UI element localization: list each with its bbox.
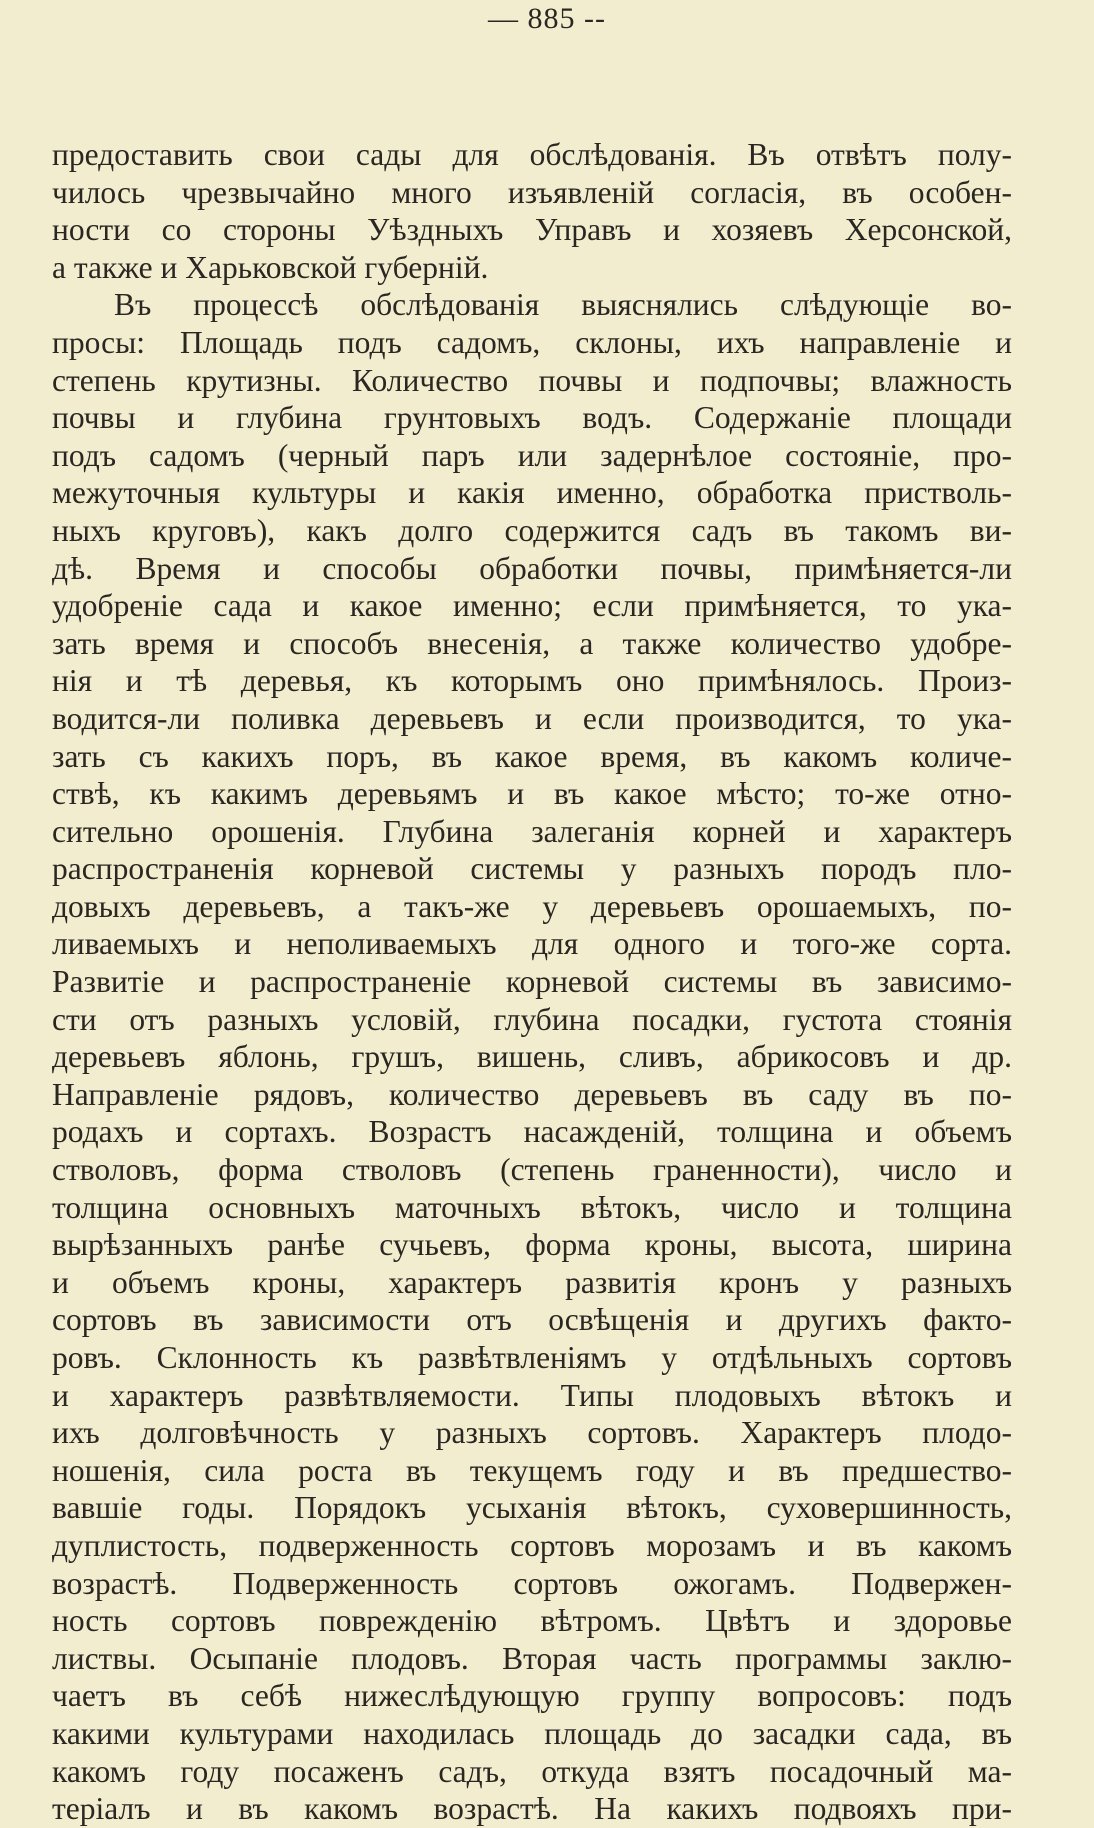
text-line: ихъ долговѣчность у разныхъ сортовъ. Характеръ плодо- xyxy=(52,1415,1012,1451)
text-line: и характеръ развѣтвляемости. Типы плодовыхъ вѣтокъ и xyxy=(52,1377,1012,1413)
text-line: нія и тѣ деревья, къ которымъ оно примѣнялось. Произ- xyxy=(52,663,1012,699)
text-line: чаетъ въ себѣ нижеслѣдующую группу вопросовъ: подъ xyxy=(52,1678,1012,1714)
text-line: степень крутизны. Количество почвы и подпочвы; влажность xyxy=(52,362,1012,398)
text-line: зать съ какихъ поръ, въ какое время, въ какомъ количе- xyxy=(52,738,1012,774)
text-line: ности со стороны Уѣздныхъ Управъ и хозяевъ Херсонской, xyxy=(52,212,1012,248)
text-line: толщина основныхъ маточныхъ вѣтокъ, число и толщина xyxy=(52,1189,1012,1225)
text-line: довыхъ деревьевъ, а такъ-же у деревьевъ орошаемыхъ, по- xyxy=(52,888,1012,924)
text-line: и объемъ кроны, характеръ развитія кронъ у разныхъ xyxy=(52,1264,1012,1300)
text-line: какомъ году посаженъ садъ, откуда взятъ посадочный ма- xyxy=(52,1753,1012,1789)
text-line: водится-ли поливка деревьевъ и если производится, то ука- xyxy=(52,700,1012,736)
text-line: ношенія, сила роста въ текущемъ году и въ предшество- xyxy=(52,1452,1012,1488)
text-line: листвы. Осыпаніе плодовъ. Вторая часть программы заклю- xyxy=(52,1640,1012,1676)
text-line: подъ садомъ (черный паръ или задернѣлое состояніе, про- xyxy=(52,437,1012,473)
page-number: — 885 -- xyxy=(488,2,606,35)
text-line: ность сортовъ поврежденію вѣтромъ. Цвѣтъ и здоровье xyxy=(52,1603,1012,1639)
text-line: ровъ. Склонность къ развѣтвленіямъ у отдѣльныхъ сортовъ xyxy=(52,1340,1012,1375)
text-line: дуплистость, подверженность сортовъ морозамъ и въ какомъ xyxy=(52,1527,1012,1563)
text-line: сти отъ разныхъ условій, глубина посадки, густота стоянія xyxy=(52,1001,1012,1037)
text-line: предоставить свои сады для обслѣдованія. Въ отвѣтъ полу- xyxy=(52,137,1012,172)
text-line: просы: Площадь подъ садомъ, склоны, ихъ направленіе и xyxy=(52,324,1012,360)
text-line: зать время и способъ внесенія, а также количество удобре- xyxy=(52,625,1012,661)
text-line: ныхъ круговъ), какъ долго содержится садъ въ такомъ ви- xyxy=(52,512,1012,548)
text-line: удобреніе сада и какое именно; если примѣняется, то ука- xyxy=(52,588,1012,624)
text-line: сортовъ въ зависимости отъ освѣщенія и другихъ факто- xyxy=(52,1302,1012,1338)
text-line: вырѣзанныхъ ранѣе сучьевъ, форма кроны, высота, ширина xyxy=(52,1227,1012,1263)
text-line: почвы и глубина грунтовыхъ водъ. Содержаніе площади xyxy=(52,400,1012,436)
text-line: вавшіе годы. Порядокъ усыханія вѣтокъ, суховершинность, xyxy=(52,1490,1012,1526)
text-line: ливаемыхъ и неполиваемыхъ для одного и того-же сорта. xyxy=(52,926,1012,962)
text-line: сительно орошенія. Глубина залеганія корней и характеръ xyxy=(52,813,1012,849)
text-line: теріалъ и въ какомъ возрастѣ. На какихъ подвояхъ при- xyxy=(52,1791,1012,1827)
text-line: ствѣ, къ какимъ деревьямъ и въ какое мѣсто; то-же отно- xyxy=(52,776,1012,812)
text-line: а также и Харьковской губерній. xyxy=(52,249,489,285)
text-line: стволовъ, форма стволовъ (степень граненности), число и xyxy=(52,1152,1012,1188)
text-line: чилось чрезвычайно много изъявленій согласія, въ особен- xyxy=(52,174,1012,210)
text-line: распространенія корневой системы у разныхъ породъ пло- xyxy=(52,851,1012,887)
text-line: деревьевъ яблонь, грушъ, вишень, сливъ, абрикосовъ и др. xyxy=(52,1039,1012,1075)
text-line: межуточныя культуры и какія именно, обработка пристволь- xyxy=(52,475,1012,511)
text-line: родахъ и сортахъ. Возрастъ насажденій, толщина и объемъ xyxy=(52,1114,1012,1150)
text-line: Направленіе рядовъ, количество деревьевъ въ саду въ по- xyxy=(52,1076,1012,1112)
text-line: Развитіе и распространеніе корневой системы въ зависимо- xyxy=(52,964,1012,1000)
text-line: возрастѣ. Подверженность сортовъ ожогамъ. Подвержен- xyxy=(52,1565,1012,1601)
text-line: Въ процессѣ обслѣдованія выяснялись слѣдующіе во- xyxy=(114,287,1012,323)
text-line: какими культурами находилась площадь до засадки сада, въ xyxy=(52,1715,1012,1751)
body-text xyxy=(52,136,1012,1828)
text-line: дѣ. Время и способы обработки почвы, примѣняется-ли xyxy=(52,550,1012,586)
